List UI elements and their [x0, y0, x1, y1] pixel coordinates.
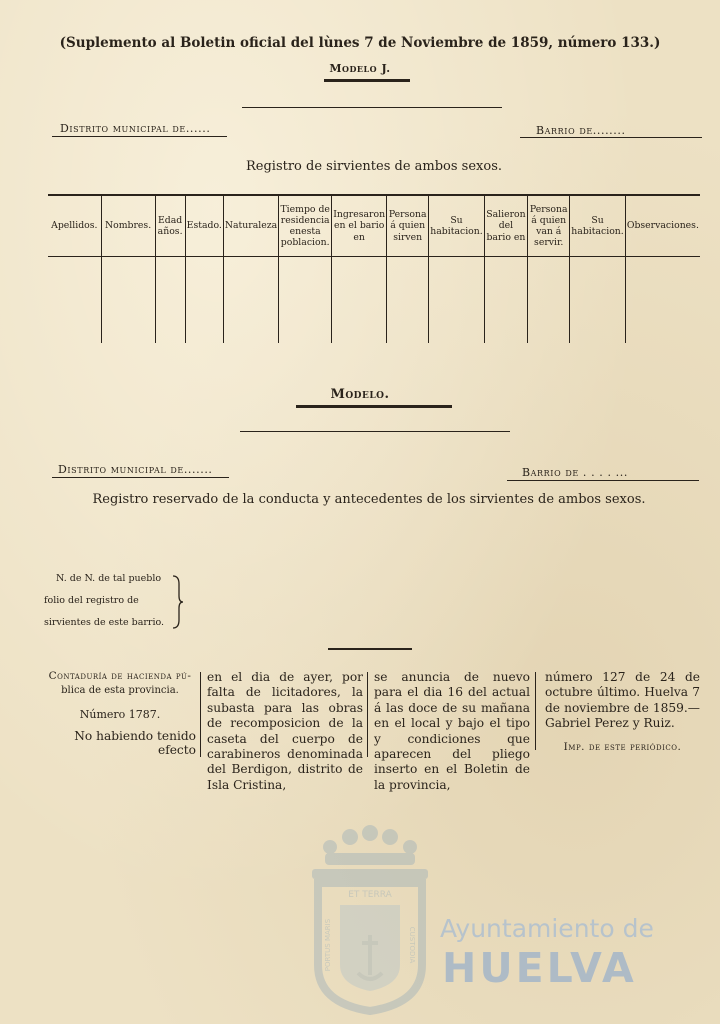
supplement-header: (Suplemento al Boletin oficial del lùnes 7 de Noviembre de 1859, número 133.) [59, 35, 661, 51]
column-divider-2 [367, 672, 368, 757]
modelo-j-title: Modelo J. [329, 62, 391, 75]
brace-block [44, 568, 174, 634]
col-estado: Estado. [185, 195, 223, 257]
modelo-j-underline [324, 79, 410, 82]
col-salieron: Salieron del bario en [484, 195, 527, 257]
col-naturaleza: Naturaleza [223, 195, 278, 257]
col-nombres: Nombres. [101, 195, 155, 257]
curly-brace-icon [170, 574, 184, 630]
barrio-underline-2 [507, 480, 699, 481]
notice-heading-line1: Contaduría de hacienda pú- [48, 670, 192, 682]
col-persona-sirven: Persona á quien sirven [387, 195, 429, 257]
notice-heading-line2: blica de esta provincia. [61, 685, 179, 696]
brace-line-2: folio del registro de [44, 595, 139, 606]
col-habitacion-1: Su habitacion. [429, 195, 484, 257]
barrio-label-1: Barrio de........ [536, 124, 626, 137]
notice-separator-rule [328, 648, 412, 650]
form2-title: Registro reservado de la conducta y antecedentes de los sirvientes de ambos sexos. [92, 492, 646, 507]
form1-title: Registro de sirvientes de ambos sexos. [245, 159, 502, 174]
col-habitacion-2: Su habitacion. [570, 195, 625, 257]
barrio-underline-1 [520, 137, 702, 138]
brace-line-1: N. de N. de tal pueblo [56, 573, 162, 584]
notice-number: Número 1787. [79, 708, 161, 721]
col-apellidos: Apellidos. [51, 220, 98, 232]
column-divider-1 [200, 672, 201, 757]
watermark-line-1: Ayuntamiento de [440, 914, 654, 943]
notice-col-2: en el dia de ayer, por falta de licitadores, la subasta para las obras de recomposicion de la caseta del cuerpo de carabineros denominada del Berdigon, distrito de Isla Cristina, [207, 670, 363, 792]
brace-line-3: sirvientes de este barrio. [44, 617, 165, 628]
notice-col-1 [44, 670, 196, 757]
watermark-line-2: HUELVA [442, 944, 637, 992]
ayuntamiento-shield-icon [300, 825, 440, 1015]
modelo-title: Modelo. [330, 387, 390, 402]
col-edad: Edad años. [155, 195, 185, 257]
distrito-underline-1 [52, 136, 227, 137]
distrito-underline-2 [52, 477, 229, 478]
notice-col-3: se anuncia de nuevo para el dia 16 del actual á las doce de su mañana en el local y bajo el tipo y condiciones que aparecen del pliego inserto en el Boletin de la provincia, [374, 670, 530, 792]
notice-col-4 [545, 670, 700, 753]
shield-text-left: PORTUS MARIS [324, 918, 332, 972]
col-ingresaron: Ingresaron en el bario en [332, 195, 387, 257]
distrito-label-2: Distrito municipal de....... [58, 463, 213, 476]
table-row [48, 257, 700, 344]
servants-register-table [48, 194, 700, 343]
modelo-underline [296, 405, 452, 408]
col-tiempo-residencia: Tiempo de residencia enesta poblacion. [279, 195, 332, 257]
imprint-line: Imp. de este periódico. [563, 740, 682, 753]
separator-rule-2 [240, 431, 510, 432]
barrio-label-2: Barrio de . . . . ... [522, 466, 628, 479]
col-persona-van-servir: Persona á quien van á servir. [528, 195, 570, 257]
col-observaciones: Observaciones. [625, 195, 700, 257]
separator-rule-1 [242, 107, 502, 108]
distrito-label-1: Distrito municipal de...... [60, 122, 211, 135]
notice-intro-text: No habiendo tenido efecto [74, 729, 196, 757]
shield-text-top: ET TERRA [348, 890, 392, 900]
notice-col-4-text: número 127 de 24 de octubre último. Huelva 7 de noviembre de 1859.—Gabriel Perez y Ruiz. [545, 670, 700, 731]
column-divider-3 [535, 672, 536, 750]
shield-text-right: CUSTODIA [408, 926, 416, 964]
